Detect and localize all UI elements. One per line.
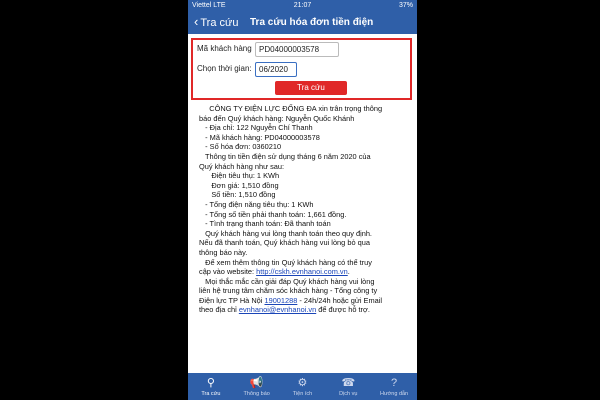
text-line: Nếu đã thanh toán, Quý khách hàng vui lòng bỏ qua	[199, 238, 370, 248]
email-link[interactable]: evnhanoi@evnhanoi.vn	[238, 305, 317, 315]
text-line: - Tổng số tiền phải thanh toán: 1,661 đồng.	[199, 209, 347, 219]
period-select[interactable]: 06/2020	[255, 62, 297, 77]
page-title: Tra cứu hóa đơn tiền điện	[250, 17, 374, 28]
carrier-label: Viettel LTE	[192, 2, 226, 9]
hotline-link[interactable]: 19001288	[264, 295, 298, 305]
period-label: Chọn thời gian:	[197, 64, 252, 73]
utilities-icon: ⚙	[297, 377, 308, 389]
customer-label: Mã khách hàng	[197, 44, 252, 53]
text-line: Đơn giá: 1,510 đồng	[199, 180, 279, 190]
tab-label: Tra cứu	[201, 391, 221, 397]
text-line	[199, 305, 409, 315]
back-button[interactable]	[194, 15, 238, 30]
text-fragment: - 24h/24h hoặc gửi Email	[297, 295, 383, 305]
text-line	[199, 267, 409, 277]
battery-level: 37%	[398, 2, 413, 9]
tab-label: Hướng dẫn	[380, 391, 409, 397]
text-line: Mọi thắc mắc cần giải đáp Quý khách hàng vui lòng	[199, 276, 375, 286]
text-line: - Tình trạng thanh toán: Đã thanh toán	[199, 219, 331, 229]
text-line: - Tổng điện năng tiêu thụ: 1 KWh	[199, 199, 314, 209]
text-line: Để xem thêm thông tin Quý khách hàng có thể truy	[199, 257, 372, 267]
text-line: Thông tin tiền điện sử dụng tháng 6 năm 2020 của	[199, 151, 371, 161]
tab-services[interactable]	[325, 373, 371, 400]
customer-row	[197, 44, 320, 54]
text-fragment: cập vào website:	[199, 267, 257, 277]
website-link[interactable]: http://cskh.evnhanoi.com.vn	[256, 267, 348, 277]
text-line: liên hệ trung tâm chăm sóc khách hàng - Tổng công ty	[199, 286, 378, 296]
nav-bar	[188, 11, 417, 34]
text-fragment: .	[347, 267, 350, 277]
tab-bar	[188, 373, 417, 400]
text-line: thông báo này.	[199, 247, 248, 257]
text-line: Quý khách hàng vui lòng thanh toán theo quy định.	[199, 228, 372, 238]
tab-guide[interactable]	[371, 373, 417, 400]
text-line: Số tiền: 1,510 đồng	[199, 190, 276, 200]
text-line: - Số hóa đơn: 0360210	[199, 142, 282, 152]
invoice-details	[199, 104, 409, 315]
text-line: báo đến Quý khách hàng: Nguyễn Quốc Khánh	[199, 113, 355, 123]
text-line: Điện tiêu thụ: 1 KWh	[199, 171, 280, 181]
tab-label: Dịch vụ	[339, 391, 358, 397]
back-label: Tra cứu	[200, 17, 239, 29]
tab-lookup[interactable]	[188, 373, 234, 400]
text-fragment: để được hỗ trợ.	[316, 305, 370, 315]
text-line: - Địa chỉ: 122 Nguyễn Chí Thanh	[199, 123, 313, 133]
text-line	[199, 296, 409, 306]
tab-notifications[interactable]	[234, 373, 280, 400]
text-line: CÔNG TY ĐIỆN LỰC ĐỐNG ĐA xin trân trọng thông	[199, 104, 383, 113]
megaphone-icon: 📢	[249, 377, 264, 389]
service-icon: ☎	[341, 377, 356, 389]
search-form	[191, 38, 412, 100]
help-icon: ?	[391, 377, 398, 389]
text-fragment: Điện lực TP Hà Nội	[199, 295, 265, 305]
period-row	[197, 64, 288, 74]
text-fragment: theo địa chỉ	[199, 305, 239, 315]
tab-label: Tiện ích	[292, 391, 313, 397]
text-line: Quý khách hàng như sau:	[199, 161, 285, 171]
chevron-left-icon: ‹	[194, 14, 199, 29]
customer-code-input[interactable]: PD04000003578	[255, 42, 339, 57]
tab-label: Thông báo	[243, 391, 270, 397]
text-line: - Mã khách hàng: PD04000003578	[199, 132, 320, 142]
tab-utilities[interactable]	[280, 373, 326, 400]
phone-screen	[188, 0, 417, 400]
search-icon: ⚲	[206, 377, 215, 389]
search-button[interactable]: Tra cứu	[275, 81, 347, 95]
status-bar	[188, 0, 417, 11]
clock: 21:07	[293, 2, 312, 9]
